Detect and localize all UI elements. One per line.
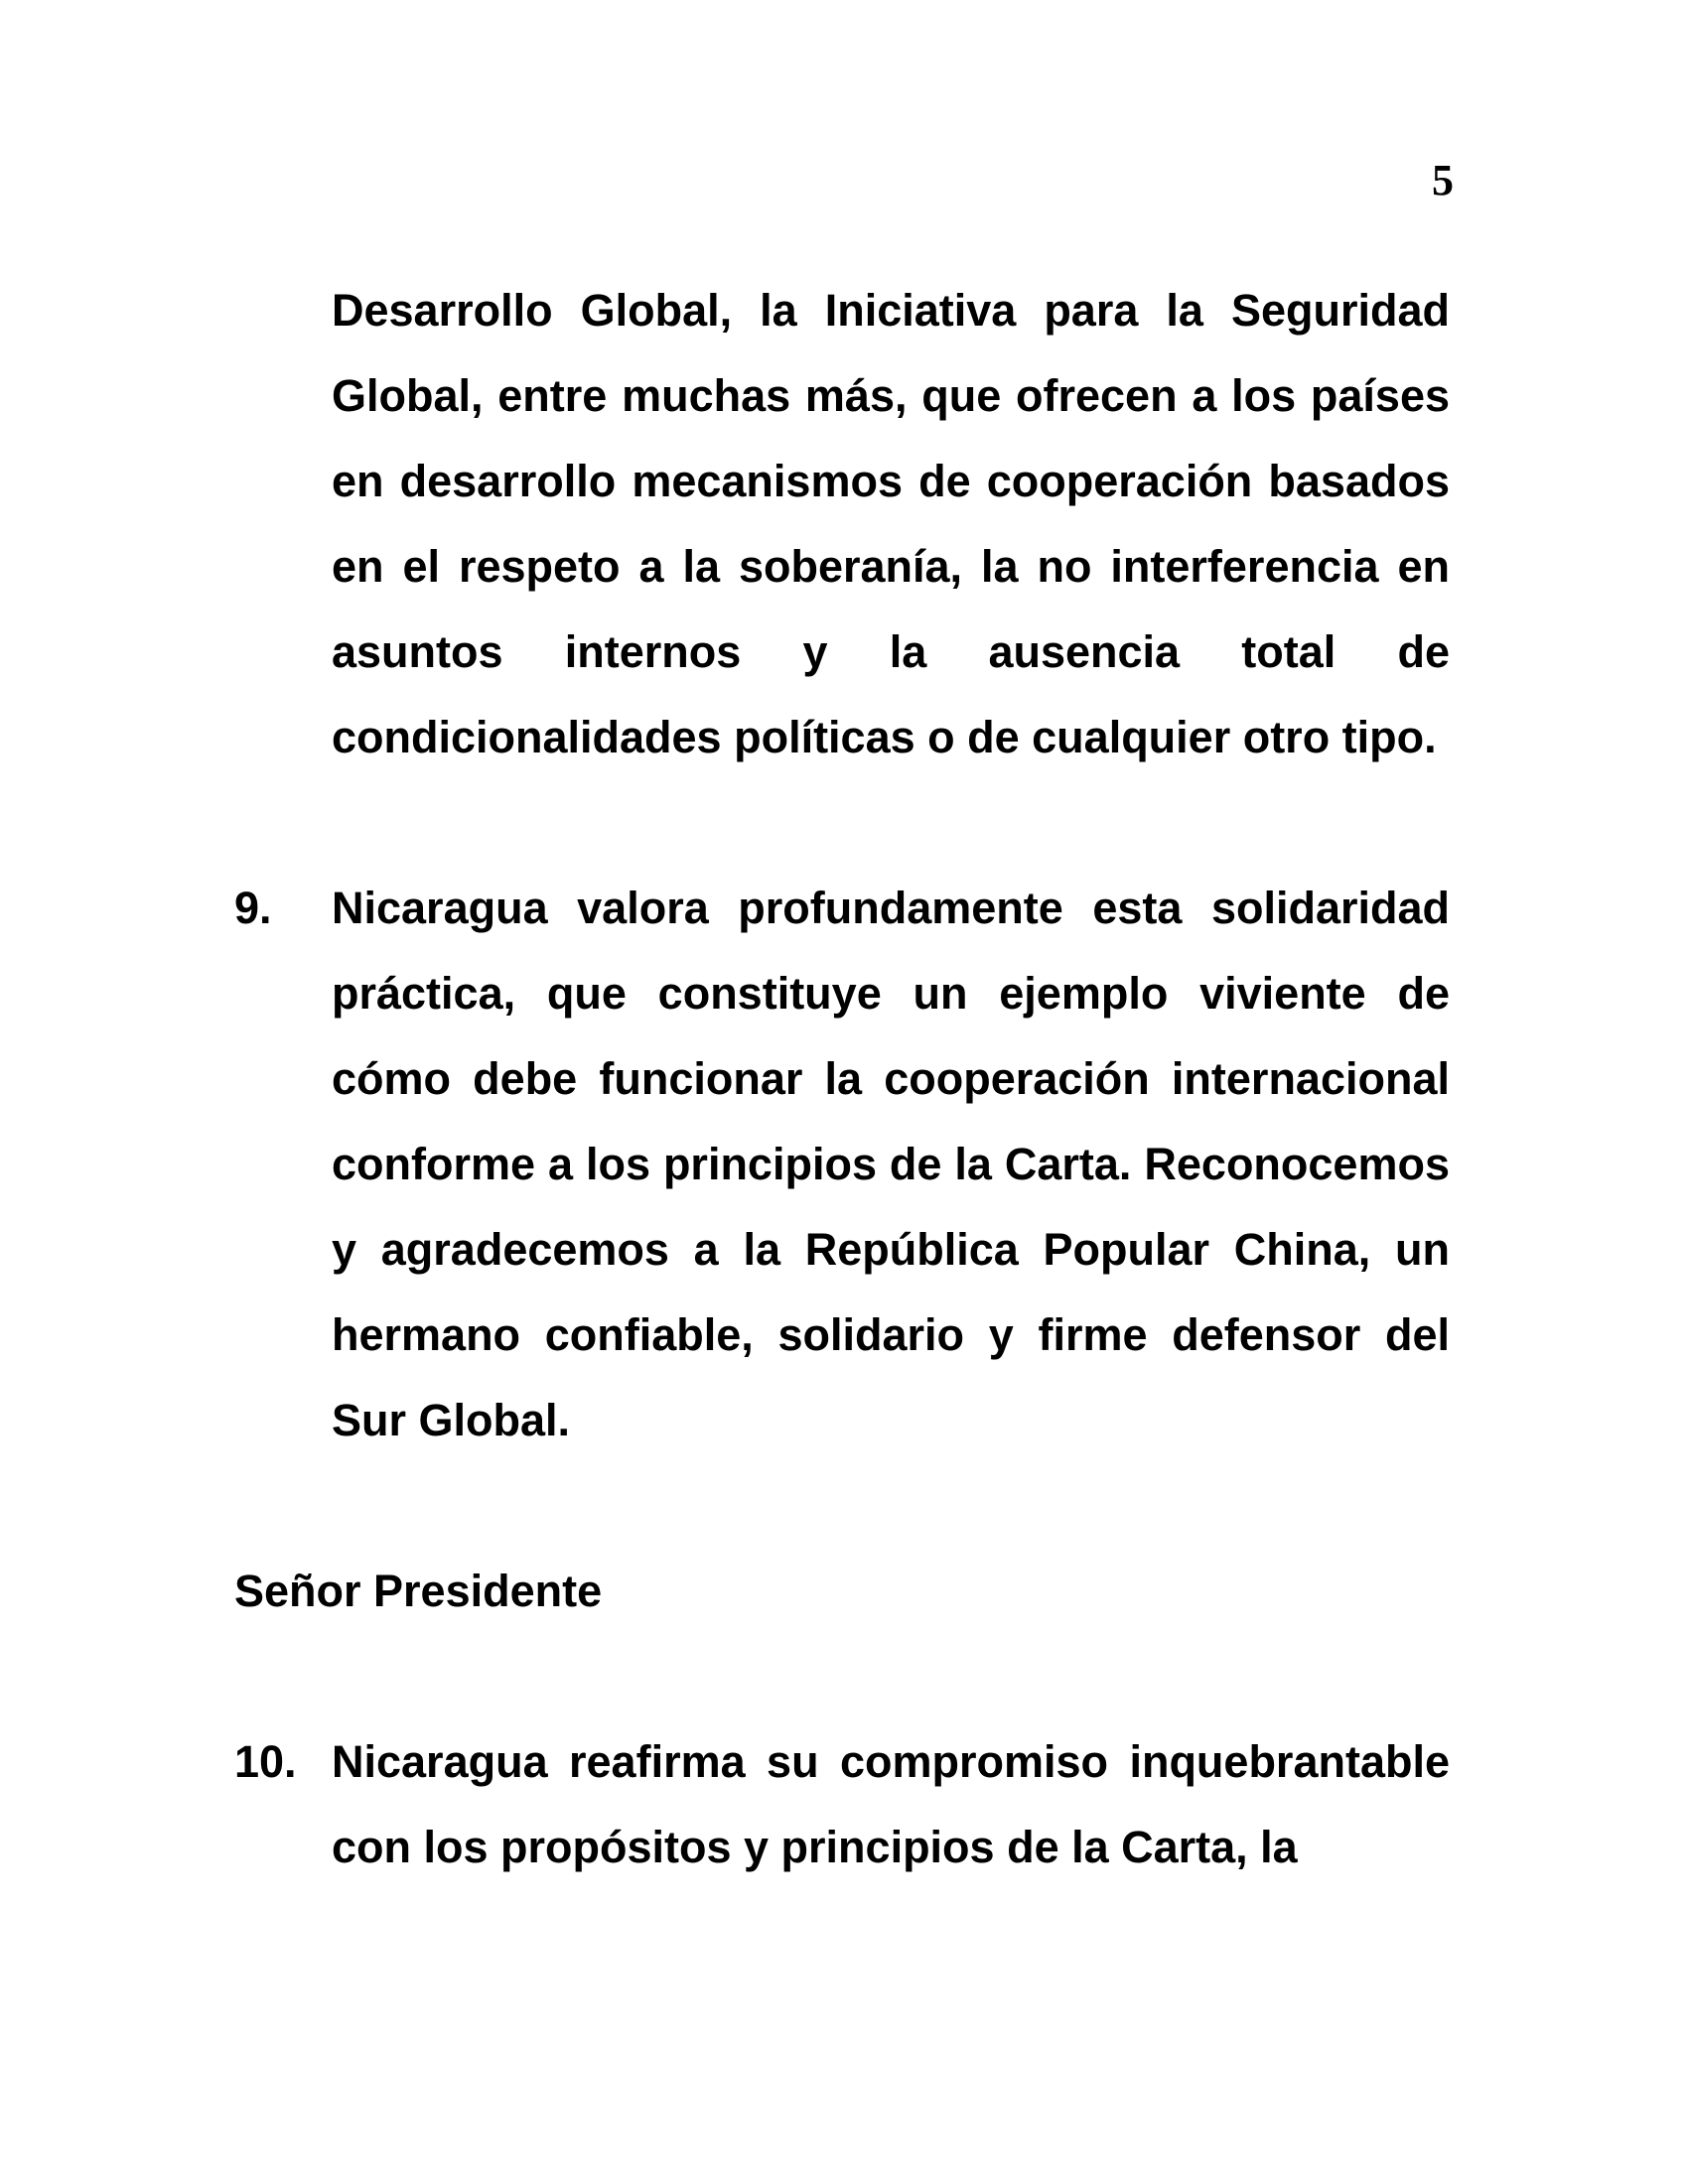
- paragraph-spacer: [234, 1463, 1450, 1549]
- page-number: 5: [1432, 156, 1454, 205]
- paragraph-number: 10.: [234, 1736, 297, 1787]
- paragraph-text: Desarrollo Global, la Iniciativa para la Seguridad Global, entre muchas más, que ofrecen a los países en desarrollo mecanismos de cooperación basados en el respeto a la soberanía, la no interferencia en asuntos internos y la ausencia total de condicionalidades políticas o de cualquier otro tipo.: [332, 285, 1450, 762]
- section-heading: Señor Presidente: [234, 1566, 603, 1616]
- document-body: [234, 268, 1450, 1890]
- paragraph-spacer: [234, 1634, 1450, 1719]
- paragraph-continuation: [234, 268, 1450, 780]
- paragraph-10: [234, 1719, 1450, 1890]
- paragraph-text: Nicaragua reafirma su compromiso inquebrantable con los propósitos y principios de la Carta, la: [332, 1736, 1450, 1872]
- paragraph-spacer: [234, 780, 1450, 866]
- paragraph-text: Nicaragua valora profundamente esta solidaridad práctica, que constituye un ejemplo viviente de cómo debe funcionar la cooperación internacional conforme a los principios de la Carta. Reconocemos y agradecemos a la República Popular China, un hermano confiable, solidario y firme defensor del Sur Global.: [332, 883, 1450, 1445]
- paragraph-number: 9.: [234, 883, 272, 933]
- paragraph-9: [234, 866, 1450, 1463]
